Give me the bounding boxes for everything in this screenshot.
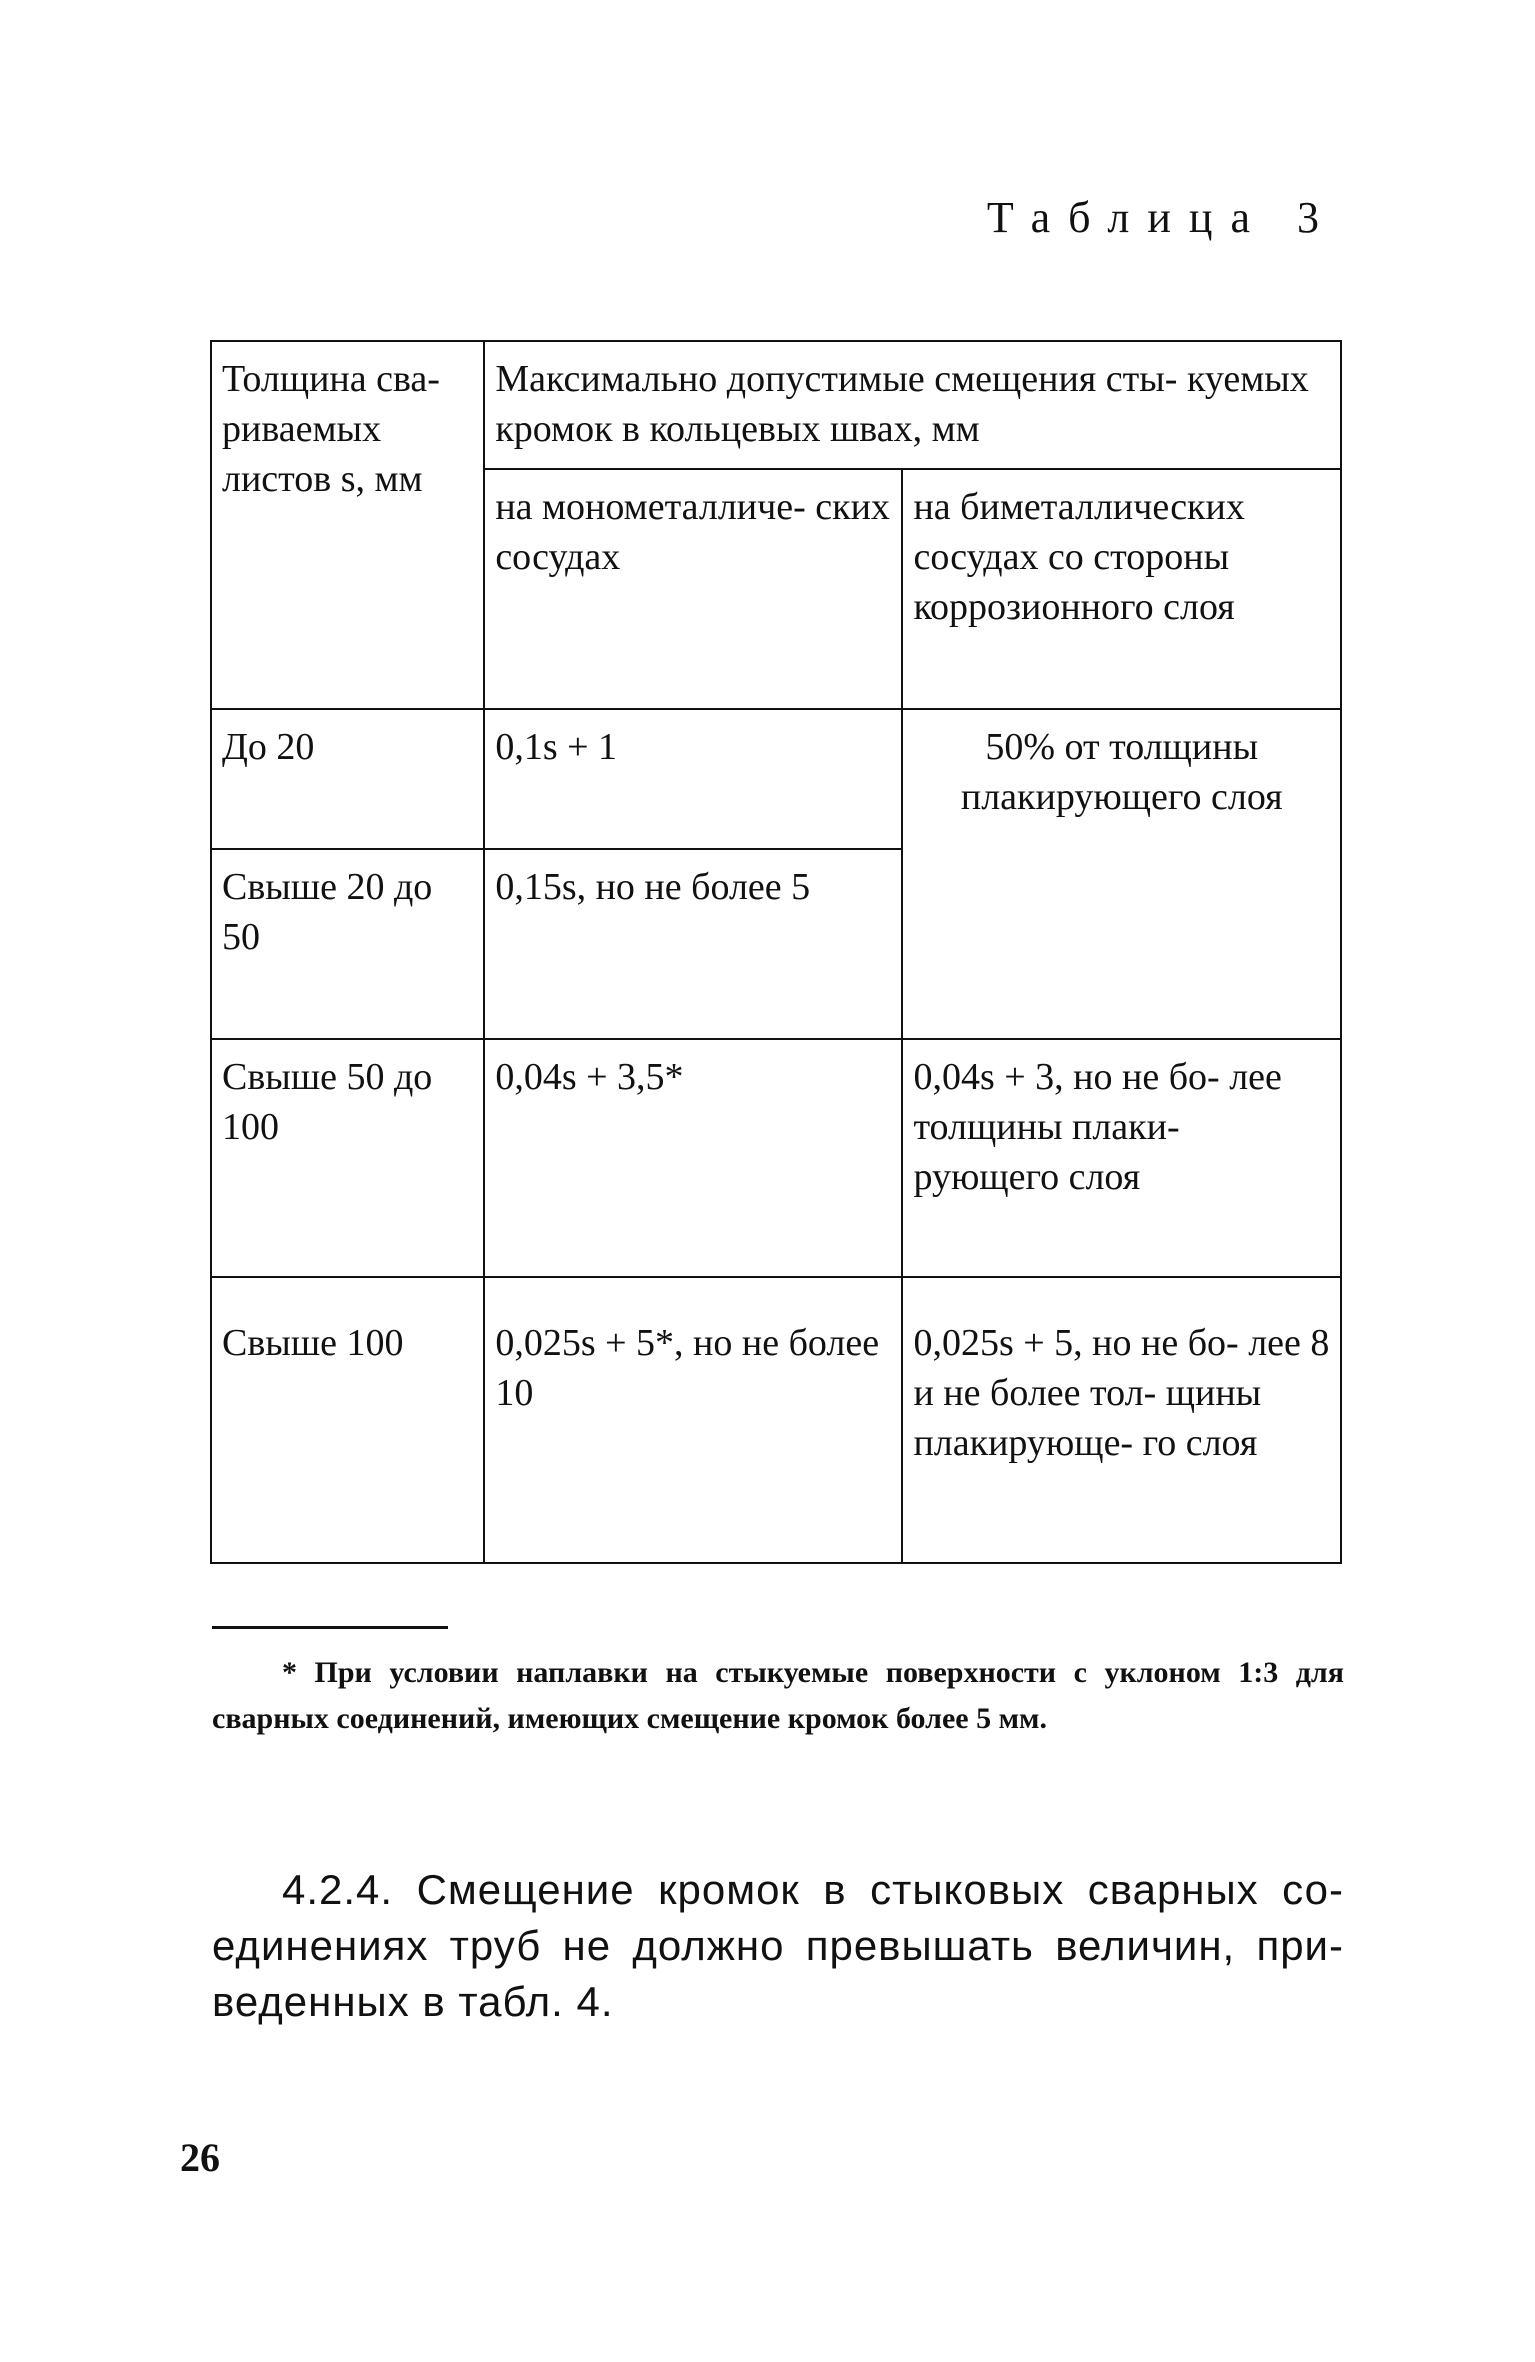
header-thickness: Толщина сва- риваемых листов s, мм [211,341,484,709]
cell-mono: 0,04s + 3,5* [484,1039,902,1277]
header-bi: на биметаллических сосудах со стороны коррозионного слоя [902,469,1341,709]
cell-thickness: До 20 [211,709,484,849]
footnote-rule [212,1626,448,1629]
cell-mono: 0,025s + 5*, но не более 10 [484,1277,902,1563]
header-mono: на монометалличе- ских сосудах [484,469,902,709]
table-row [211,1039,1341,1277]
cell-mono: 0,15s, но не более 5 [484,849,902,1039]
cell-mono: 0,1s + 1 [484,709,902,849]
header-max-offset: Максимально допустимые смещения сты- куемых кромок в кольцевых швах, мм [484,341,1341,469]
cell-thickness: Свыше 100 [211,1277,484,1563]
table-row [211,709,1341,849]
footnote: * При условии наплавки на стыкуемые поверхности с уклоном 1:3 для сварных соединений, имеющих смещение кромок более 5 мм. [212,1656,1344,1735]
cell-bi: 0,04s + 3, но не бо- лее толщины плаки- рующего слоя [902,1039,1341,1277]
table-row [211,1277,1341,1563]
cell-thickness: Свыше 50 до 100 [211,1039,484,1277]
cell-bi: 0,025s + 5, но не бо- лее 8 и не более тол- щины плакирующе- го слоя [902,1277,1341,1563]
table-caption: Таблица 3 [986,193,1337,242]
cell-thickness: Свыше 20 до 50 [211,849,484,1039]
offset-table [210,340,1342,1564]
page-number: 26 [180,2135,220,2180]
section-paragraph: 4.2.4. Смещение кромок в стыковых сварных со- единениях труб не должно превышать величин, при- веденных в табл. 4. [212,1866,1344,2025]
cell-bi-merged: 50% от толщины плакирующего слоя [902,709,1341,1039]
